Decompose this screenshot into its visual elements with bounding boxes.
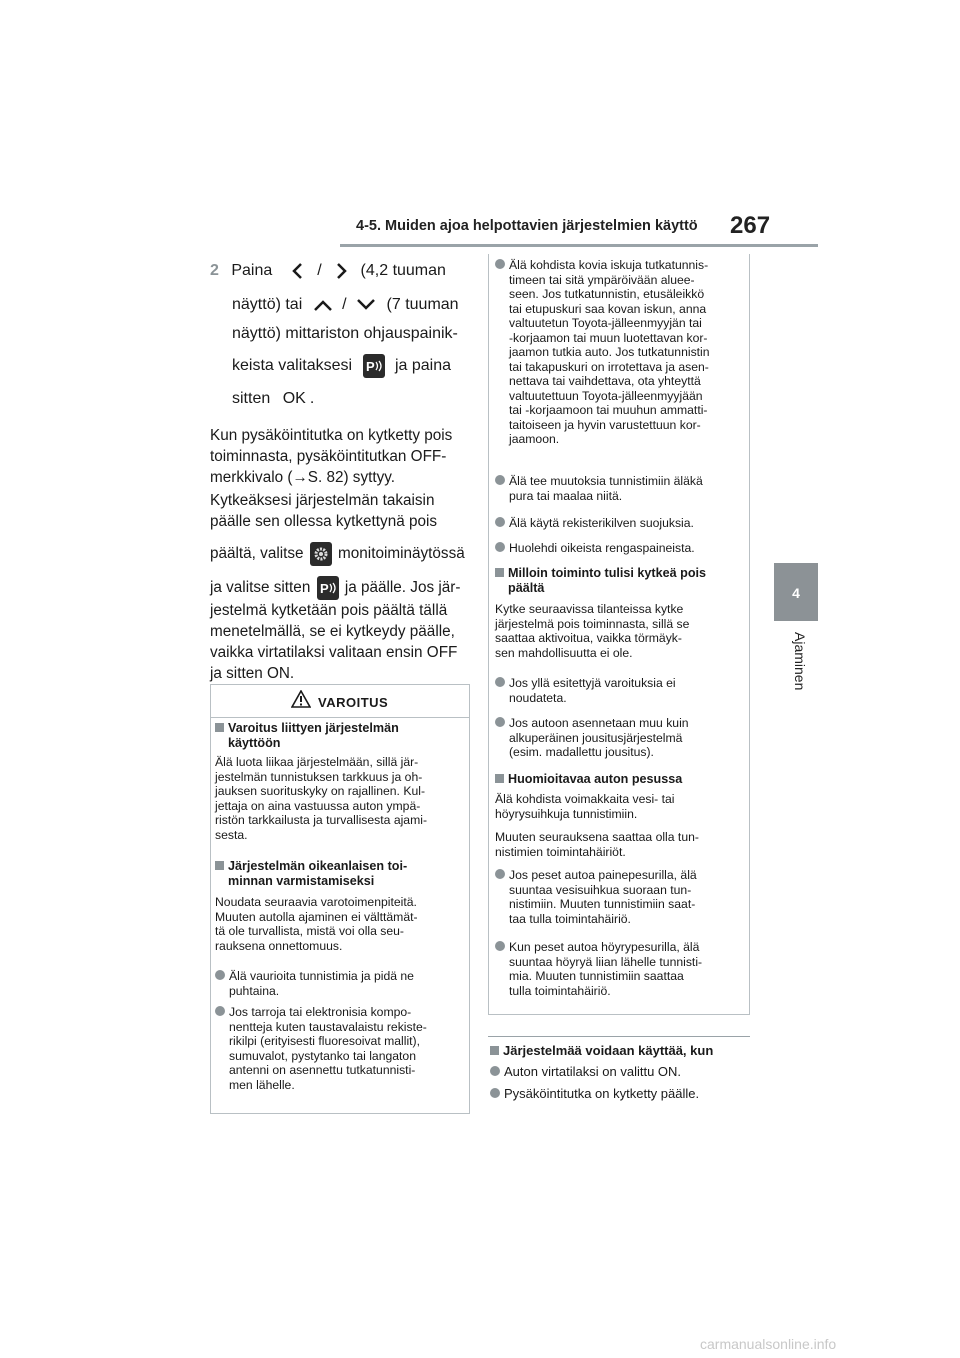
text-line: tai etupuskuri saa kovan iskun, anna bbox=[509, 301, 707, 316]
text-line: mia. Muuten tunnistimiin saattaa bbox=[509, 969, 684, 983]
text-line bbox=[210, 542, 472, 566]
slash: / bbox=[317, 262, 322, 280]
text-line: Jos peset autoa painepesurilla, älä bbox=[509, 868, 697, 882]
right-bullet-5 bbox=[495, 676, 745, 705]
square-bullet-icon bbox=[490, 1046, 499, 1055]
heading-text: Huomioitavaa auton pesussa bbox=[508, 772, 683, 786]
text-line: Älä tee muutoksia tunnistimiin äläkä bbox=[509, 474, 703, 488]
text-line: Kytke seuraavissa tilanteissa kytke bbox=[495, 602, 684, 616]
heading-text: minnan varmistamiseksi bbox=[228, 874, 375, 888]
round-bullet-icon bbox=[490, 1088, 500, 1098]
text-line: jauksen suorituskyky on rajallinen. Kul- bbox=[215, 784, 425, 798]
text-line: Muuten autolla ajaminen ei välttämät- bbox=[215, 909, 418, 924]
text-line: Kun peset autoa höyrypesurilla, älä bbox=[509, 940, 700, 954]
text-line: suuntaa höyryä liian lähelle tunnisti- bbox=[509, 954, 703, 969]
warning-triangle-icon bbox=[291, 690, 311, 713]
text-line: sesta. bbox=[215, 827, 248, 842]
text-line bbox=[210, 576, 472, 600]
text-line: Älä luota liikaa järjestelmään, sillä jär- bbox=[215, 755, 419, 769]
step-line-4 bbox=[232, 354, 451, 378]
right-heading-1 bbox=[495, 566, 745, 596]
text-line: Jos tarroja tai elektronisia kompo- bbox=[229, 1005, 412, 1019]
text-line: suuntaa vesisuihkua suoraan tun- bbox=[509, 882, 692, 897]
chevron-down-icon bbox=[356, 297, 376, 313]
chapter-tab bbox=[774, 563, 818, 621]
step-text: (7 tuuman bbox=[386, 296, 459, 313]
heading-text: päältä bbox=[508, 581, 545, 595]
text-line: tulla toimintahäiriö. bbox=[509, 983, 611, 998]
square-bullet-icon bbox=[215, 723, 224, 732]
footer-watermark: carmanualsonline.info bbox=[700, 1336, 837, 1352]
parking-sensor-icon bbox=[317, 576, 339, 600]
chevron-left-icon bbox=[289, 262, 307, 280]
text-span: ja valitse sitten bbox=[210, 579, 311, 597]
text-line: jettaja on aina vastuussa auton ympä- bbox=[215, 798, 421, 813]
text-line: Pysäköintitutka on kytketty päälle. bbox=[504, 1086, 700, 1101]
right-paragraph-3 bbox=[495, 830, 745, 859]
step-text: . bbox=[309, 390, 315, 407]
text-line: Kytkeäksesi järjestelmän takaisin bbox=[210, 492, 435, 509]
notes-divider bbox=[488, 1036, 750, 1037]
text-line: jaamon tutkia auto. Jos tutkatunnistin bbox=[509, 345, 710, 359]
text-span: monitoiminäytössä bbox=[338, 545, 465, 563]
settings-gear-icon bbox=[310, 542, 332, 566]
chevron-up-icon bbox=[313, 297, 333, 313]
right-bullet-1 bbox=[495, 258, 745, 447]
parking-sensor-icon bbox=[363, 354, 385, 378]
right-paragraph-1 bbox=[495, 602, 745, 660]
section-title: 4-5. Muiden ajoa helpottavien järjestelmien käyttö bbox=[356, 218, 698, 234]
warning-header bbox=[211, 685, 469, 718]
ok-button-label: OK bbox=[282, 390, 306, 407]
text-line: nettava tai vaihdettava, ota yhteyttä bbox=[509, 374, 701, 388]
step-line-2 bbox=[232, 296, 459, 314]
warning-bullet-1 bbox=[215, 969, 465, 998]
text-line: taa tulla toimintahäiriö. bbox=[509, 911, 631, 926]
paragraph-off-indicator bbox=[210, 425, 472, 488]
text-line: merkkivalo (→S. 82) syttyy. bbox=[210, 469, 396, 486]
text-line: ristön tarkkailusta ja turvallisesta ajami- bbox=[215, 813, 428, 827]
text-line: vaikka virtatilaksi valitaan ensin OFF bbox=[210, 644, 458, 661]
page-number: 267 bbox=[730, 212, 771, 239]
step-text: keista valitaksesi bbox=[232, 357, 353, 375]
step-number: 2 bbox=[210, 262, 219, 280]
text-line: päälle sen ollessa kytkettynä pois bbox=[210, 513, 438, 530]
text-line: nentteja kuten taustavalaistu rekiste- bbox=[229, 1019, 427, 1034]
step-line-5 bbox=[232, 390, 314, 408]
text-line: jestelmä kytketään pois päältä tällä bbox=[210, 602, 448, 619]
text-line: Älä vaurioita tunnistimia ja pidä ne bbox=[229, 969, 414, 983]
text-span: päältä, valitse bbox=[210, 545, 304, 563]
text-line: rauksena onnettomuus. bbox=[215, 938, 343, 953]
paragraph-reenable bbox=[210, 490, 472, 684]
round-bullet-icon bbox=[495, 677, 505, 687]
text-line: antenni on asennettu tutkatunnisti- bbox=[229, 1063, 416, 1077]
text-line: (esim. madallettu jousitus). bbox=[509, 745, 654, 759]
round-bullet-icon bbox=[495, 717, 505, 727]
text-line: Auton virtatilaksi on valittu ON. bbox=[504, 1064, 682, 1079]
warning-heading-1 bbox=[215, 721, 465, 751]
round-bullet-icon bbox=[495, 475, 505, 485]
text-line: tä ole turvallista, mistä voi olla seu- bbox=[215, 924, 404, 938]
right-bullet-3 bbox=[495, 516, 745, 531]
warning-bullet-2 bbox=[215, 1005, 465, 1092]
text-line: -korjaamon tai muun luotettavan kor- bbox=[509, 330, 708, 345]
step-text: ja paina bbox=[394, 357, 451, 375]
warning-box bbox=[210, 684, 470, 1114]
right-paragraph-2 bbox=[495, 792, 745, 821]
chapter-number: 4 bbox=[792, 585, 800, 601]
header-divider bbox=[340, 244, 818, 247]
text-line: men lähelle. bbox=[229, 1077, 295, 1092]
step-text: näyttö) tai bbox=[232, 296, 303, 313]
text-line: alkuperäinen jousitusjärjestelmä bbox=[509, 730, 683, 745]
chevron-right-icon bbox=[332, 262, 350, 280]
text-line: puhtaina. bbox=[229, 983, 280, 998]
warning-title: VAROITUS bbox=[318, 695, 389, 710]
text-line: seen. Jos tutkatunnistin, etusäleikkö bbox=[509, 287, 705, 301]
round-bullet-icon bbox=[215, 970, 225, 980]
text-line: Älä kohdista kovia iskuja tutkatunnis- bbox=[509, 258, 709, 272]
step-text: sitten bbox=[232, 390, 271, 407]
heading-text: Milloin toiminto tulisi kytkeä pois bbox=[508, 566, 707, 580]
text-line: Kun pysäköintitutka on kytketty pois bbox=[210, 427, 453, 444]
text-line: jestelmän tunnistuksen tarkkuus ja oh- bbox=[215, 769, 423, 784]
heading-text: käyttöön bbox=[228, 736, 281, 750]
text-line: ja sitten ON. bbox=[210, 665, 295, 682]
text-line: Huolehdi oikeista rengaspaineista. bbox=[509, 541, 695, 555]
text-line: pura tai maalaa niitä. bbox=[509, 488, 623, 503]
round-bullet-icon bbox=[495, 941, 505, 951]
round-bullet-icon bbox=[495, 542, 505, 552]
svg-text:P: P bbox=[365, 359, 375, 374]
text-line: höyrysuihkuja tunnistimiin. bbox=[495, 806, 638, 821]
text-line: saattaa aktivoitua, vaikka törmäyk- bbox=[495, 631, 682, 645]
text-span: ja päälle. Jos jär- bbox=[344, 579, 461, 597]
warning-paragraph-2 bbox=[215, 895, 465, 953]
right-heading-2 bbox=[495, 772, 745, 787]
round-bullet-icon bbox=[495, 259, 505, 269]
text-line: Noudata seuraavia varotoimenpiteitä. bbox=[215, 895, 417, 909]
round-bullet-icon bbox=[495, 517, 505, 527]
text-line: Muuten seurauksena saattaa olla tun- bbox=[495, 830, 699, 844]
slash: / bbox=[342, 296, 347, 313]
text-line: valtuutettuun Toyota-jälleenmyyjään bbox=[509, 388, 703, 403]
text-line: Jos yllä esitettyjä varoituksia ei bbox=[509, 676, 676, 690]
round-bullet-icon bbox=[495, 869, 505, 879]
text-line: nistimiin. Muuten tunnistimiin saat- bbox=[509, 897, 696, 911]
text-line: sumuvalot, pystytanko tai langaton bbox=[229, 1048, 416, 1063]
text-line: noudateta. bbox=[509, 690, 567, 705]
warning-heading-2 bbox=[215, 859, 465, 889]
right-bullet-8 bbox=[495, 940, 745, 998]
text-line: sen mahdollisuutta ei ole. bbox=[495, 645, 633, 660]
step-text: (4,2 tuuman bbox=[360, 262, 446, 280]
right-bullet-4 bbox=[495, 541, 745, 556]
right-bullet-2 bbox=[495, 474, 745, 503]
right-bullet-6 bbox=[495, 716, 745, 760]
text-line: Jos autoon asennetaan muu kuin bbox=[509, 716, 689, 730]
square-bullet-icon bbox=[495, 774, 504, 783]
svg-text:P: P bbox=[319, 581, 329, 596]
square-bullet-icon bbox=[215, 861, 224, 870]
text-line: järjestelmä pois toiminnasta, sillä se bbox=[495, 616, 690, 631]
text-line: jaamoon. bbox=[509, 432, 560, 446]
heading-text: Järjestelmää voidaan käyttää, kun bbox=[503, 1043, 714, 1058]
text-line: toiminnasta, pysäköintitutkan OFF- bbox=[210, 448, 447, 465]
text-line: menetelmällä, se ei kytkeydy päälle, bbox=[210, 623, 455, 640]
text-line: timeen tai sitä ympäröivään aluee- bbox=[509, 272, 695, 287]
square-bullet-icon bbox=[495, 568, 504, 577]
step-line-1 bbox=[210, 262, 446, 280]
heading-text: Järjestelmän oikeanlaisen toi- bbox=[228, 859, 408, 873]
text-line: Älä kohdista voimakkaita vesi- tai bbox=[495, 792, 675, 806]
text-line: tai -korjaamoon tai muuhun ammatti- bbox=[509, 403, 708, 417]
chapter-label: Ajaminen bbox=[792, 632, 808, 691]
step-line-3: näyttö) mittariston ohjauspainik- bbox=[232, 325, 458, 342]
notes-section bbox=[490, 1043, 750, 1102]
round-bullet-icon bbox=[490, 1066, 500, 1076]
heading-text: Varoitus liittyen järjestelmän bbox=[228, 721, 399, 735]
text-line: rikilpi (erityisesti fluoresoivat mallit), bbox=[229, 1034, 420, 1048]
step-text: Paina bbox=[231, 262, 273, 280]
warning-paragraph-1 bbox=[215, 755, 465, 842]
text-line: taitoiseen ja hyvin varustettuun kor- bbox=[509, 417, 701, 432]
text-line: tai takapuskuri on irrotettava ja asen- bbox=[509, 359, 709, 374]
round-bullet-icon bbox=[215, 1006, 225, 1016]
text-line: nistimien toimintahäiriöt. bbox=[495, 844, 626, 859]
warning-continued-box bbox=[488, 254, 750, 1015]
right-bullet-7 bbox=[495, 868, 745, 926]
text-line: valtuutetun Toyota-jälleenmyyjän tai bbox=[509, 316, 702, 330]
text-line: Älä käytä rekisterikilven suojuksia. bbox=[509, 516, 694, 530]
